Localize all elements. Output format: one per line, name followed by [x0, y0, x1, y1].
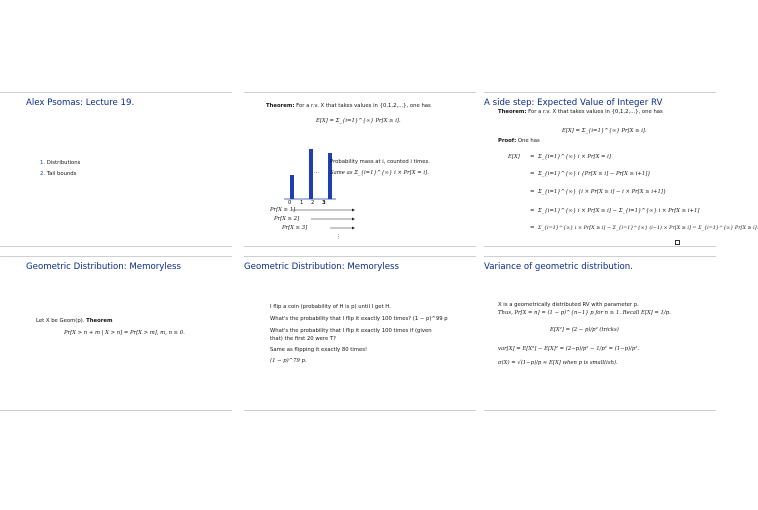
item-label: Distributions — [46, 160, 81, 166]
slide-memoryless-example — [244, 256, 476, 411]
arrow-head-1 — [352, 209, 355, 212]
proof-label: Proof: — [498, 138, 517, 144]
std-dev-formula: σ(X) = √(1−p)/p ≈ E[X] when p is small(ish). — [498, 360, 618, 366]
slide-title: Alex Psomas: Lecture 19. — [26, 98, 135, 108]
item-number: 2. — [40, 171, 46, 177]
row-label-3: Pr[X ≥ 3] — [282, 225, 308, 231]
theorem-label: Theorem: — [266, 103, 295, 109]
proof-rhs: Σ_{i=1}^{∞} {i × Pr[X ≥ i] − i × Pr[X ≥ i+1]} — [538, 189, 667, 195]
row-label-1: Pr[X ≥ 1] — [270, 207, 296, 213]
slide-expected-value-proof — [484, 92, 758, 247]
proof-line — [498, 138, 540, 144]
text-line: that) the first 20 were T? — [270, 336, 336, 342]
text-line: Thus, Pr[X = n] = (1 − p)^{n−1} p for n ≥ 1. Recall E[X] = 1/p. — [498, 310, 671, 316]
text-line: Same as flipping it exactly 80 times! — [270, 347, 368, 353]
tick-label-0: 0 — [288, 200, 292, 206]
formula: E[X] = Σ_{i=1}^{∞} Pr[X ≥ i]. — [316, 118, 401, 124]
bar-1 — [290, 175, 294, 199]
intro-text: Let X be Geom(p). — [36, 318, 85, 324]
text-line: What's the probability that I flip it exactly 100 times? (1 − p)^99 p — [270, 316, 448, 322]
slide-memoryless-theorem — [0, 256, 232, 411]
proof-rel: = — [530, 189, 535, 195]
slide-title: Variance of geometric distribution. — [484, 262, 633, 272]
slide-lecture-title — [0, 92, 232, 247]
vertical-ellipsis: ⋮ — [336, 234, 342, 240]
proof-rel: = — [530, 154, 535, 160]
slide-title: A side step: Expected Value of Integer RV — [484, 98, 663, 108]
proof-rhs: Σ_{i=1}^{∞} i {Pr[X ≥ i] − Pr[X ≥ i+1]} — [538, 171, 651, 177]
second-moment: E[X²] = (2 − p)/p² (tricks) — [550, 327, 619, 333]
intro-line — [36, 318, 112, 324]
text-line: What's the probability that I flip it exactly 100 times if (given — [270, 328, 432, 334]
tick-label-1: 1 — [300, 200, 304, 206]
theorem-label: Theorem — [86, 318, 113, 324]
outline-item — [40, 171, 76, 177]
tick-label-2: 2 — [311, 200, 315, 206]
text-line: X is a geometrically distributed RV with parameter p. — [498, 302, 639, 308]
theorem-line — [498, 109, 663, 115]
item-number: 1. — [40, 160, 46, 166]
slide-expected-value-illustration — [244, 92, 476, 247]
proof-lhs: E[X] — [508, 154, 520, 160]
arrow-head-2 — [352, 218, 355, 221]
memoryless-statement: Pr[X > n + m | X > n] = Pr[X > m], m, n ≥ 0. — [64, 330, 185, 336]
proof-rel: = — [530, 208, 535, 214]
proof-text: One has — [517, 138, 540, 144]
formula: E[X] = Σ_{i=1}^{∞} Pr[X ≥ i]. — [562, 128, 647, 134]
proof-rel: = — [530, 171, 535, 177]
proof-rhs: Σ_{i=1}^{∞} i × Pr[X ≥ i] − Σ_{i=1}^{∞} (i−1) × Pr[X ≥ i] = Σ_{i=1}^{∞} Pr[X ≥ i]. — [538, 225, 758, 231]
proof-rhs: Σ_{i=1}^{∞} i × Pr[X ≥ i] − Σ_{i=1}^{∞} i × Pr[X ≥ i+1] — [538, 208, 700, 214]
row-label-2: Pr[X ≥ 2] — [274, 216, 300, 222]
slide-title: Geometric Distribution: Memoryless — [244, 262, 399, 272]
prob-mass-note: Probability mass at i, counted i times. — [330, 159, 430, 165]
theorem-text: For a r.v. X that takes values in {0,1,2,...}, one has — [528, 109, 663, 115]
text-line: (1 − p)^79 p. — [270, 358, 307, 364]
bar-2 — [309, 149, 313, 199]
slide-title: Geometric Distribution: Memoryless — [26, 262, 181, 272]
text-line: I flip a coin (probability of H is p) until I get H. — [270, 304, 391, 310]
outline-item — [40, 160, 80, 166]
variance-formula: var[X] = E[X²] − E[X]² = (2−p)/p² − 1/p² = (1−p)/p². — [498, 346, 640, 352]
theorem-label: Theorem: — [498, 109, 527, 115]
same-as-note: Same as Σ_{i=1}^{∞} i × Pr[X = i]. — [330, 170, 429, 176]
ellipsis: ··· — [314, 170, 320, 176]
proof-rel: = — [530, 225, 535, 231]
theorem-text: For a r.v. X that takes values in {0,1,2,...}, one has — [296, 103, 431, 109]
tick-label-3: 3 — [322, 200, 326, 206]
slide-geometric-variance — [484, 256, 716, 411]
proof-rhs: Σ_{i=1}^{∞} i × Pr[X = i] — [538, 154, 611, 160]
arrow-head-3 — [352, 227, 355, 230]
qed-square-icon — [675, 240, 680, 245]
item-label: Tail bounds — [46, 171, 77, 177]
